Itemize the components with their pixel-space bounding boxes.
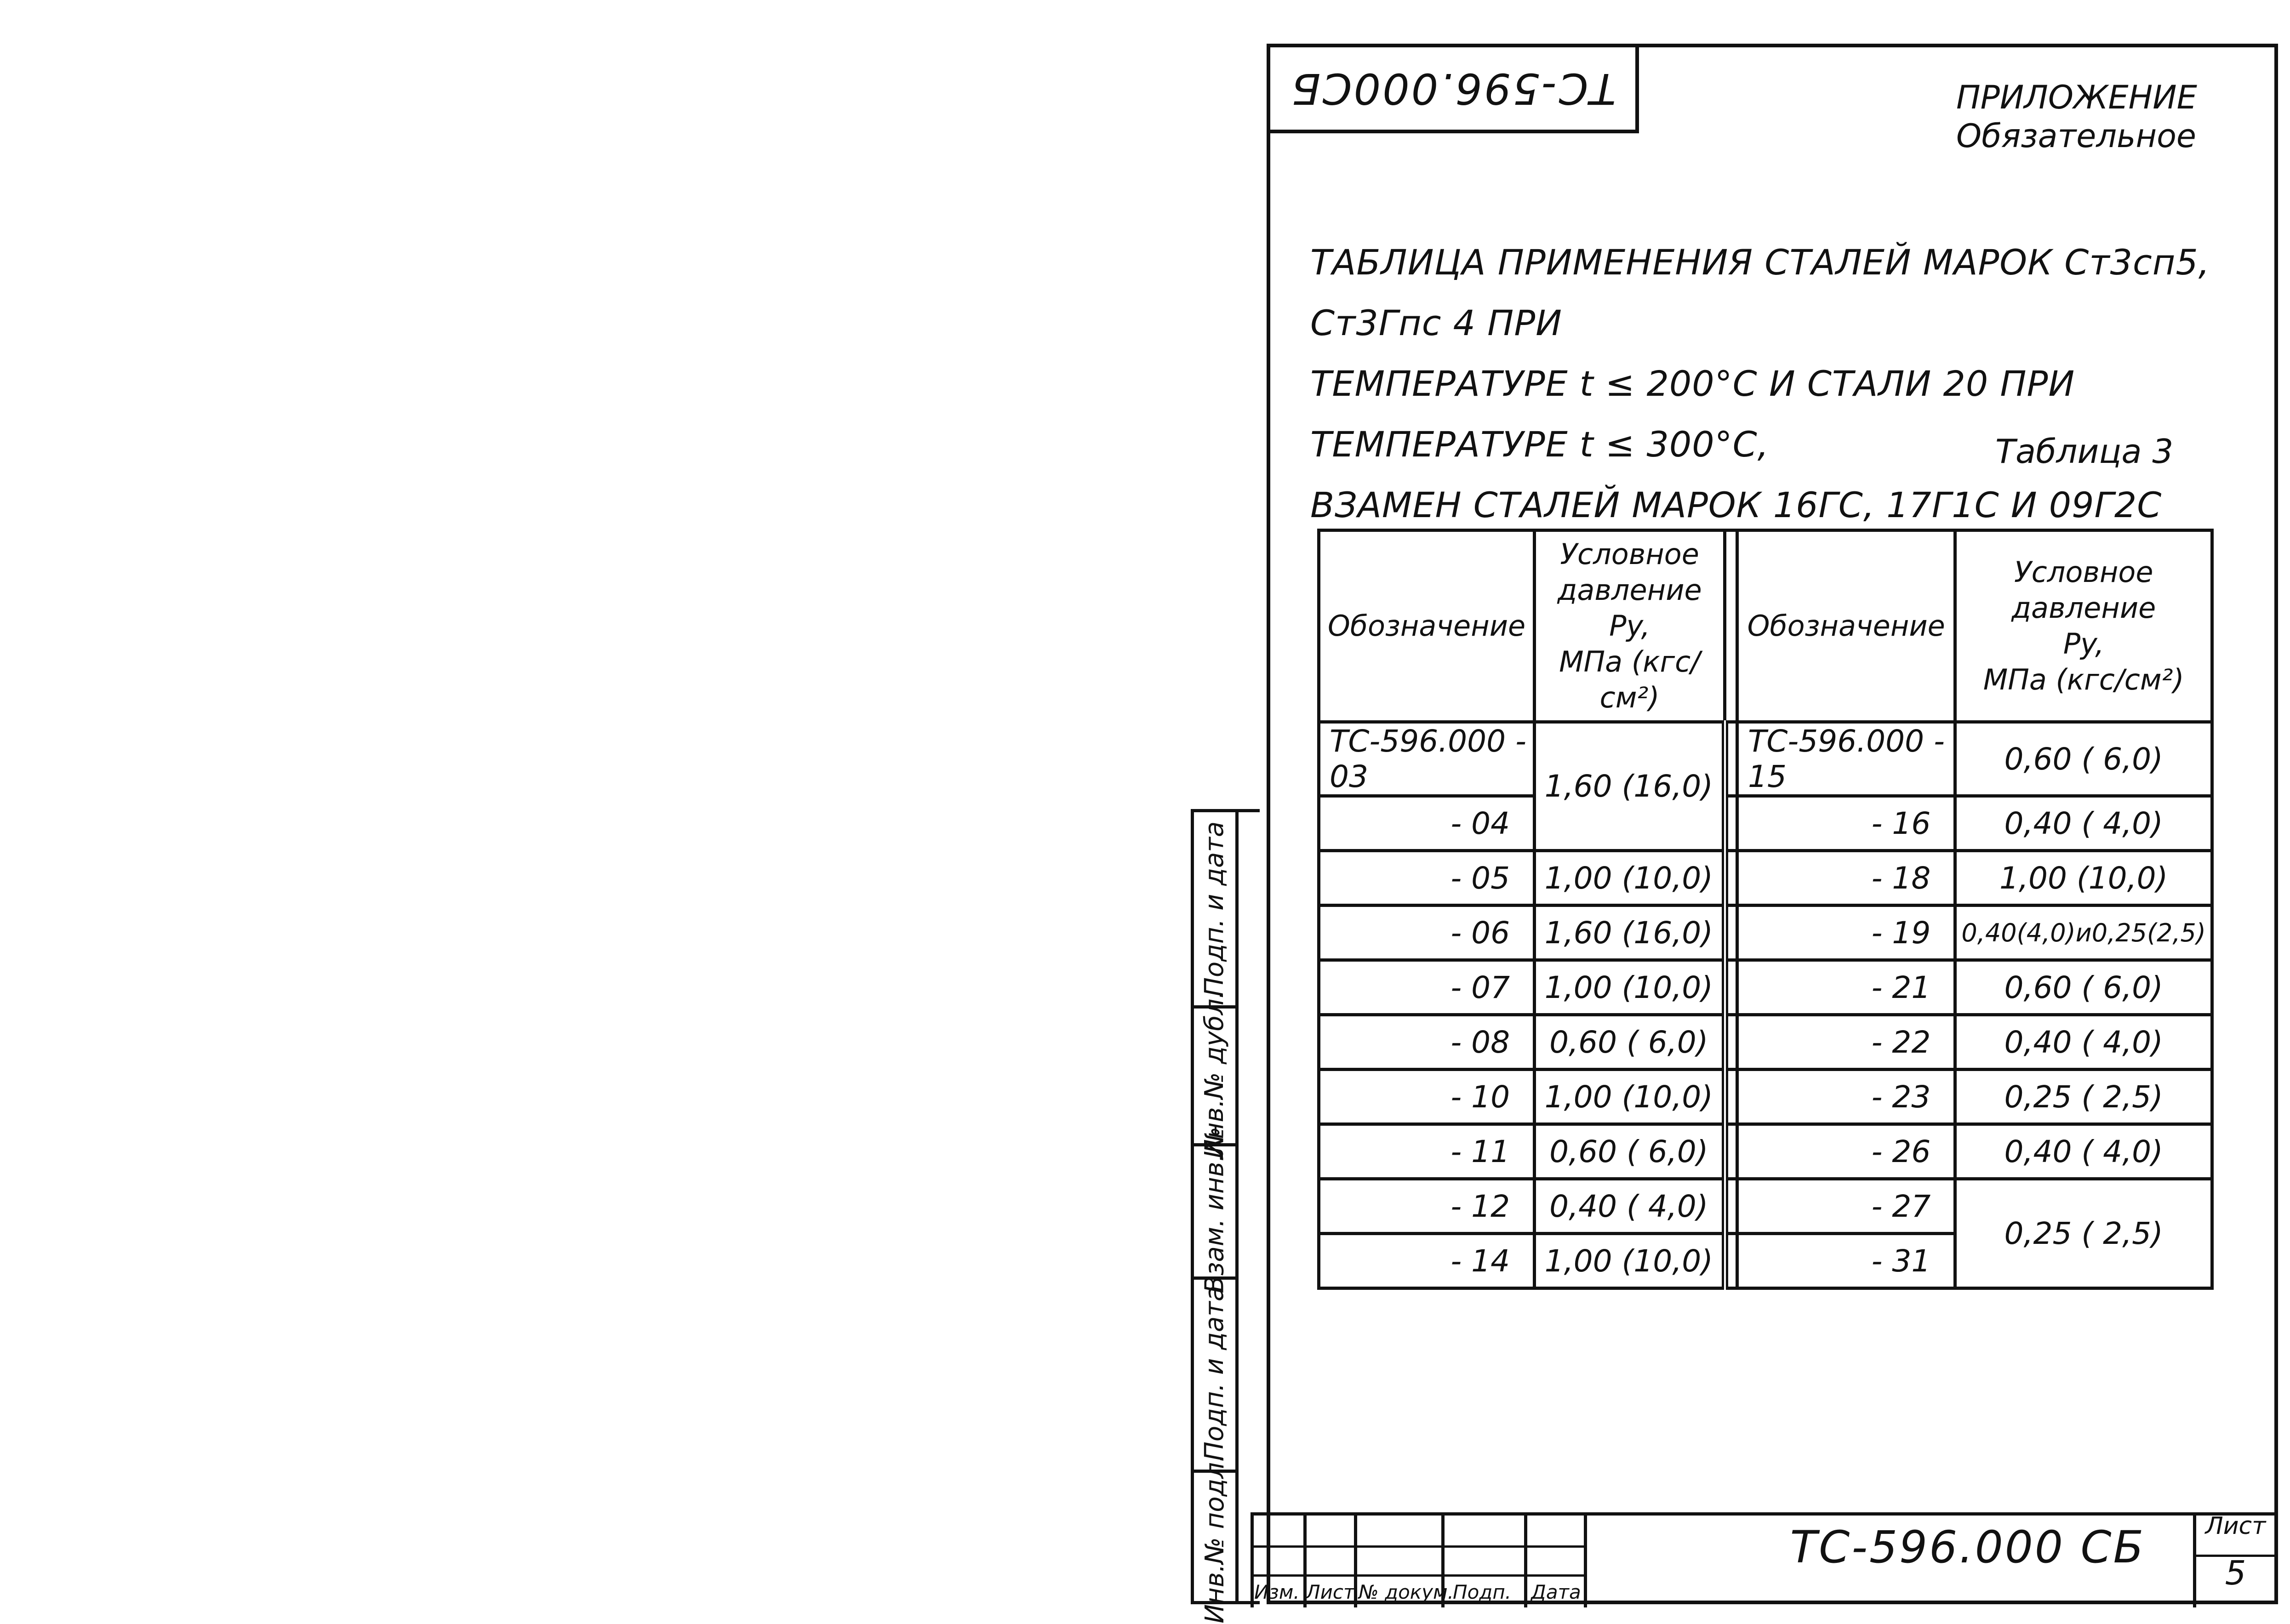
table-row: [1319, 960, 2212, 1015]
side-field-inv-orig: [1194, 1453, 1235, 1624]
side-strip-divider: [1235, 812, 1239, 1601]
pressure-cell: 0,40 ( 4,0): [1535, 1179, 1725, 1234]
header-designation-right: Обозначение: [1737, 530, 1955, 722]
table-row: [1319, 722, 2212, 796]
table-row: [1319, 1179, 2212, 1234]
designation-cell: - 23: [1737, 1070, 1955, 1124]
side-field-sign-date-1: [1194, 812, 1235, 1005]
designation-cell: ТС-596.000 - 03: [1319, 722, 1535, 796]
designation-cell: - 21: [1737, 960, 1955, 1015]
side-field-sign-date-2: [1194, 1276, 1235, 1470]
designation-cell: - 10: [1319, 1070, 1535, 1124]
table-header-row: [1319, 530, 2212, 722]
side-field-label: Инв.№ дубл.: [1199, 990, 1230, 1158]
side-field-label: Подп. и дата: [1199, 1285, 1230, 1461]
designation-cell: - 05: [1319, 851, 1535, 906]
table-double-separator: [1725, 722, 1737, 796]
designation-cell: - 07: [1319, 960, 1535, 1015]
designation-cell: - 26: [1737, 1124, 1955, 1179]
designation-cell: - 27: [1737, 1179, 1955, 1234]
designation-cell: - 06: [1319, 906, 1535, 960]
header-pressure-line-2: давление: [1557, 573, 1702, 607]
table-row: [1319, 851, 2212, 906]
appendix-header: [1956, 78, 2241, 155]
side-field-label: Инв.№ подл.: [1199, 1453, 1230, 1624]
appendix-title: ПРИЛОЖЕНИЕ: [1956, 79, 2197, 116]
tb-label-date: Дата: [1531, 1581, 1581, 1603]
header-pressure-line-1: Условное: [1560, 537, 1699, 571]
header-pressure-line-3: Py,: [2063, 627, 2104, 661]
title-block-sheet-label: Лист: [2205, 1512, 2266, 1540]
designation-cell: - 08: [1319, 1015, 1535, 1070]
pressure-cell: 0,40 ( 4,0): [1955, 1124, 2212, 1179]
table-double-separator: [1725, 960, 1737, 1015]
designation-cell: - 22: [1737, 1015, 1955, 1070]
table-double-separator: [1725, 1015, 1737, 1070]
pressure-cell: 1,00 (10,0): [1955, 851, 2212, 906]
table-row: [1319, 796, 2212, 851]
tb-row-line: [1251, 1574, 1584, 1577]
pressure-cell: 0,60 ( 6,0): [1955, 960, 2212, 1015]
mirrored-document-code: ТС-596.000СБ: [1290, 64, 1616, 113]
side-field-inv-dup: [1194, 990, 1235, 1158]
header-pressure-line-2: давление: [2011, 591, 2156, 625]
table-double-separator: [1725, 1070, 1737, 1124]
designation-cell: - 18: [1737, 851, 1955, 906]
title-line-1: ТАБЛИЦА ПРИМЕНЕНИЯ СТАЛЕЙ МАРОК Ст3сп5, Ст3Гпс 4 ПРИ: [1310, 242, 2210, 343]
pressure-cell: 0,40(4,0)и0,25(2,5): [1955, 906, 2212, 960]
side-field-label: Взам. инв.№: [1199, 1126, 1230, 1294]
title-line-2: ТЕМПЕРАТУРЕ t ≤ 200°С И СТАЛИ 20 ПРИ ТЕМПЕРАТУРЕ t ≤ 300°С,: [1310, 363, 2075, 465]
header-designation-left: Обозначение: [1319, 530, 1535, 722]
header-pressure-line-4: МПа (кгс/см²): [1983, 663, 2184, 696]
title-block-document-code: ТС-596.000 СБ: [1790, 1521, 2146, 1573]
tb-label-doc-no: № докум.: [1359, 1581, 1454, 1603]
table-row: [1319, 1124, 2212, 1179]
pressure-cell: 1,00 (10,0): [1535, 960, 1725, 1015]
table-double-separator: [1725, 530, 1737, 722]
title-line-3: ВЗАМЕН СТАЛЕЙ МАРОК 16ГС, 17Г1С И 09Г2С: [1310, 484, 2162, 525]
appendix-status: Обязательное: [1956, 117, 2196, 155]
pressure-cell: 1,00 (10,0): [1535, 1070, 1725, 1124]
tb-label-sign: Подп.: [1453, 1581, 1512, 1603]
pressure-cell: 0,40 ( 4,0): [1955, 1015, 2212, 1070]
tb-label-izm: Изм.: [1254, 1581, 1300, 1603]
designation-cell: - 12: [1319, 1179, 1535, 1234]
pressure-cell: 0,25 ( 2,5): [1955, 1179, 2212, 1288]
header-pressure-left: [1535, 530, 1725, 722]
pressure-cell: 0,40 ( 4,0): [1955, 796, 2212, 851]
side-signature-strip: [1191, 809, 1260, 1624]
designation-cell: - 19: [1737, 906, 1955, 960]
designation-cell: - 04: [1319, 796, 1535, 851]
tb-label-list: Лист: [1306, 1581, 1355, 1603]
pressure-cell: 0,60 ( 6,0): [1535, 1015, 1725, 1070]
table-double-separator: [1725, 906, 1737, 960]
designation-cell: - 14: [1319, 1234, 1535, 1288]
pressure-cell: 1,00 (10,0): [1535, 1234, 1725, 1288]
side-field-label: Подп. и дата: [1199, 821, 1230, 997]
header-pressure-line-3: Py,: [1609, 609, 1650, 643]
table-label: Таблица 3: [1995, 432, 2174, 471]
steel-pressure-table: [1317, 529, 2214, 1290]
pressure-cell: 1,60 (16,0): [1535, 722, 1725, 851]
document-title: [1310, 232, 2267, 536]
designation-cell: ТС-596.000 - 15: [1737, 722, 1955, 796]
designation-cell: - 16: [1737, 796, 1955, 851]
pressure-cell: 1,60 (16,0): [1535, 906, 1725, 960]
pressure-cell: 0,60 ( 6,0): [1535, 1124, 1725, 1179]
side-field-interchange-inv: [1194, 1126, 1235, 1294]
table-double-separator: [1725, 1179, 1737, 1234]
pressure-cell: 0,25 ( 2,5): [1955, 1070, 2212, 1124]
pressure-cell: 1,00 (10,0): [1535, 851, 1725, 906]
tb-divider: [1524, 1516, 1527, 1607]
table-double-separator: [1725, 1234, 1737, 1288]
table-row: [1319, 1015, 2212, 1070]
header-pressure-line-4: МПа (кгс/см²): [1559, 645, 1701, 714]
table-row: [1319, 1070, 2212, 1124]
header-pressure-line-1: Условное: [2014, 555, 2153, 589]
title-block-sheet-number: 5: [2225, 1554, 2246, 1592]
tb-divider: [1584, 1516, 1587, 1607]
tb-row-line: [1251, 1545, 1584, 1548]
table-row: [1319, 906, 2212, 960]
table-double-separator: [1725, 1124, 1737, 1179]
table-double-separator: [1725, 796, 1737, 851]
table-double-separator: [1725, 851, 1737, 906]
designation-cell: - 11: [1319, 1124, 1535, 1179]
pressure-cell: 0,60 ( 6,0): [1955, 722, 2212, 796]
tb-divider: [1251, 1516, 1254, 1607]
designation-cell: - 31: [1737, 1234, 1955, 1288]
header-pressure-right: [1955, 530, 2212, 722]
